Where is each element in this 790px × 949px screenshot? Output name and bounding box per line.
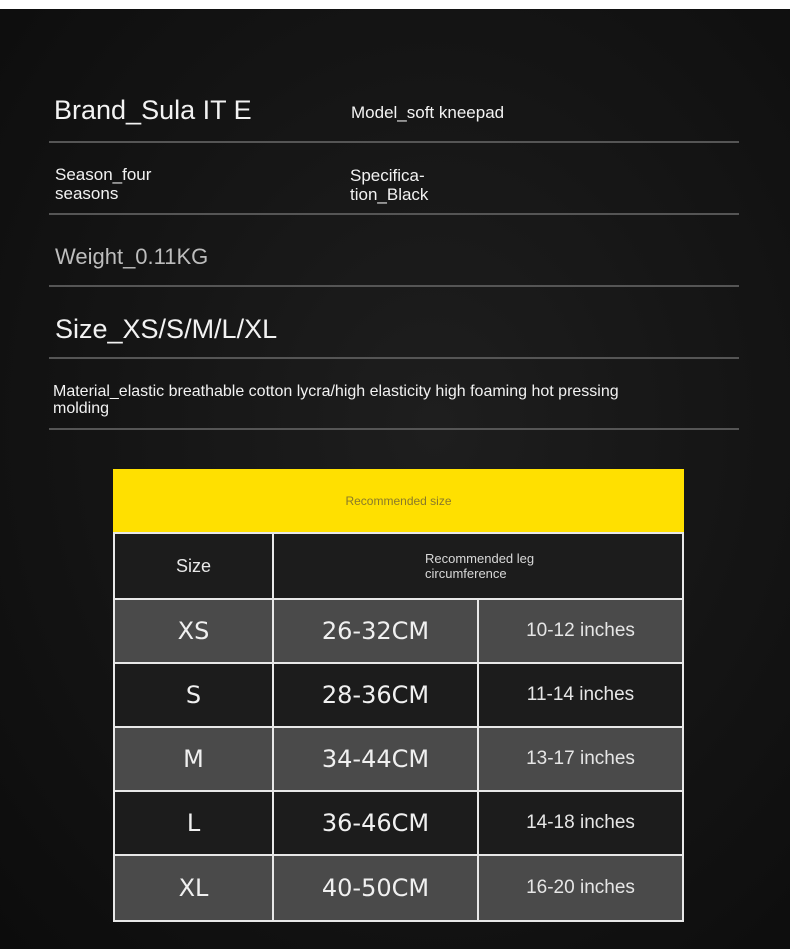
table-row-m-cm <box>272 726 479 792</box>
size-table-title <box>113 469 684 532</box>
table-row-xs-size <box>113 598 274 664</box>
size-label: S <box>185 681 202 709</box>
cm-range: 28-36CM <box>321 681 430 709</box>
model-text: Model_soft kneepad <box>351 103 505 122</box>
table-row-m-inches <box>477 726 684 792</box>
header-leg-text-line1: Recommended leg <box>425 551 535 566</box>
cm-range: 40-50CM <box>321 874 430 902</box>
brand-text: Brand_Sula IT E <box>54 95 252 125</box>
table-row-s-inches <box>477 662 684 728</box>
material-text-line1: Material_elastic breathable cotton lycra/high elasticity high foaming hot pressing <box>53 383 619 400</box>
table-row-l-size <box>113 790 274 856</box>
inch-range: 11-14 inches <box>526 684 635 705</box>
table-row-l-cm <box>272 790 479 856</box>
table-row-xl-inches <box>477 854 684 922</box>
inch-range: 16-20 inches <box>526 877 635 898</box>
header-leg-text-line2: circumference <box>425 566 507 581</box>
table-row-xl-cm <box>272 854 479 922</box>
specification-text-line1: Specifica- <box>350 166 425 185</box>
spec-row-brand <box>49 76 739 143</box>
size-table <box>113 469 684 922</box>
header-leg-cell <box>272 532 684 600</box>
size-table-title-text: Recommended size <box>345 493 452 508</box>
cm-range: 34-44CM <box>321 745 430 773</box>
cm-range: 26-32CM <box>321 617 430 645</box>
material-text-line2: molding <box>53 400 110 417</box>
inch-range: 13-17 inches <box>526 748 635 769</box>
table-row-xs-inches <box>477 598 684 664</box>
header-size-cell <box>113 532 274 600</box>
spec-row-weight <box>49 215 739 287</box>
table-row-s-cm <box>272 662 479 728</box>
size-text: Size_XS/S/M/L/XL <box>55 314 278 344</box>
cm-range: 36-46CM <box>321 809 430 837</box>
size-label: XL <box>178 874 209 902</box>
header-size-text: Size <box>175 555 211 576</box>
size-label: L <box>186 809 201 837</box>
table-row-xl-size <box>113 854 274 922</box>
spec-row-size <box>49 287 739 359</box>
weight-text: Weight_0.11KG <box>55 244 209 269</box>
table-row-xs-cm <box>272 598 479 664</box>
table-row-l-inches <box>477 790 684 856</box>
inch-range: 10-12 inches <box>526 620 635 641</box>
season-text-line1: Season_four <box>55 165 152 184</box>
top-white-bar <box>0 0 790 9</box>
table-row-s-size <box>113 662 274 728</box>
season-text-line2: seasons <box>55 184 119 203</box>
specification-text-line2: tion_Black <box>350 185 429 204</box>
inch-range: 14-18 inches <box>526 812 635 833</box>
spec-row-material <box>49 359 739 430</box>
table-row-m-size <box>113 726 274 792</box>
size-label: XS <box>177 617 210 645</box>
spec-row-season <box>49 143 739 215</box>
size-label: M <box>183 745 204 773</box>
